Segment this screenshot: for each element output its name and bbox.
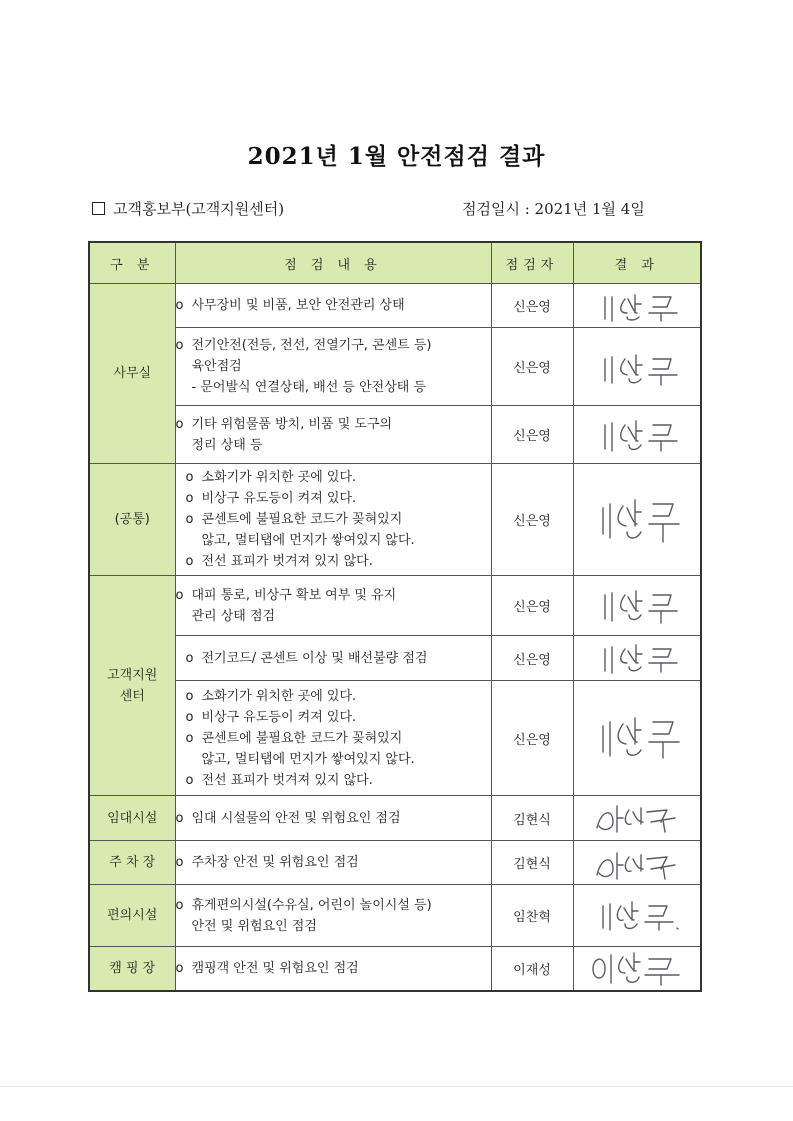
content-line: 전기코드/ 콘센트 이상 및 배선불량 점검 [201,650,428,666]
content-cell [175,947,491,991]
page-title: 2021년 1월 안전점검 결과 [247,143,546,170]
handwritten-signature [591,896,683,936]
result-cell [573,636,701,681]
category-line: 고객지원 [107,667,158,683]
handwritten-signature [589,490,685,550]
content-line: 정리 상태 등 [191,437,263,453]
content-line: 비상구 유도등이 켜져 있다. [201,709,357,725]
inspector-cell: 신은영 [491,464,573,576]
handwritten-signature [591,415,683,455]
table-row [89,796,701,841]
content-line: 캠핑객 안전 및 위험요인 점검 [191,960,359,976]
bullet: o [185,554,194,569]
table-row [89,576,701,636]
content-line: 휴게편의시설(수유실, 어린이 놀이시설 등) [191,897,432,913]
category-line: 센터 [119,688,145,704]
header-result: 결 과 [573,242,701,284]
content-cell [175,464,491,576]
result-cell [573,841,701,885]
content-cell [175,796,491,841]
content-line: 콘센트에 불필요한 코드가 꽂혀있지 [201,730,403,746]
table-row [89,284,701,328]
bullet: o [175,587,184,603]
bullet: o [175,298,184,313]
inspector-cell: 이재성 [491,947,573,991]
result-cell [573,284,701,328]
header-category: 구 분 [89,242,175,284]
inspector-cell: 신은영 [491,636,573,681]
department-label [92,198,284,219]
content-line: 전선 표피가 벗겨져 있지 않다. [201,772,373,788]
content-line: 비상구 유도등이 켜져 있다. [201,491,357,506]
bullet: o [185,491,194,506]
inspector-cell: 신은영 [491,328,573,406]
table-row [89,328,701,406]
table-row [89,885,701,947]
header-content: 점 검 내 용 [175,242,491,284]
content-cell [175,841,491,885]
content-line: 임대 시설물의 안전 및 위험요인 점검 [191,810,401,826]
content-line: 주차장 안전 및 위험요인 점검 [191,855,359,870]
bullet: o [185,512,194,527]
content-line: - 문어발식 연결상태, 배선 등 안전상태 등 [191,380,427,395]
handwritten-signature [589,949,685,987]
inspector-cell: 신은영 [491,406,573,464]
category-common: (공통) [89,464,175,576]
bullet: o [175,338,184,353]
bullet: o [175,897,184,913]
result-cell [573,885,701,947]
table-row [89,841,701,885]
table-row [89,947,701,991]
content-line: 전기안전(전등, 전선, 전열기구, 콘센트 등) [191,338,432,353]
result-cell [573,328,701,406]
bullet: o [175,416,184,432]
category-office: 사무실 [89,284,175,464]
content-cell [175,885,491,947]
result-cell [573,681,701,796]
handwritten-signature [591,585,683,627]
content-line: 대피 통로, 비상구 확보 여부 및 유지 [191,587,397,603]
content-line: 않고, 멀티탭에 먼지가 쌓여있지 않다. [201,751,415,767]
result-cell [573,796,701,841]
handwritten-signature [591,641,683,675]
table-row [89,681,701,796]
department-name: 고객홍보부(고객지원센터) [113,200,285,218]
bullet: o [185,709,194,725]
category-camping: 캠 핑 장 [89,947,175,991]
content-cell [175,406,491,464]
content-cell [175,328,491,406]
bullet: o [185,650,194,666]
handwritten-signature [591,289,683,323]
content-cell [175,681,491,796]
content-line: 전선 표피가 벗겨져 있지 않다. [201,554,373,569]
header-inspector: 점검자 [491,242,573,284]
bullet: o [185,688,194,704]
bullet: o [185,772,194,788]
content-cell [175,576,491,636]
result-cell [573,947,701,991]
content-cell [175,636,491,681]
content-line: 않고, 멀티탭에 먼지가 쌓여있지 않다. [201,533,415,548]
bullet: o [175,810,184,826]
category-amenities: 편의시설 [89,885,175,947]
inspector-cell: 신은영 [491,284,573,328]
handwritten-signature [591,800,683,836]
table-header-row [89,242,701,284]
content-line: 기타 위험물품 방치, 비품 및 도구의 [191,416,393,432]
content-line: 육안점검 [191,359,242,374]
result-cell [573,464,701,576]
inspector-cell: 김현식 [491,841,573,885]
result-cell [573,406,701,464]
content-line: 소화기가 위치한 곳에 있다. [201,688,357,704]
content-line: 소화기가 위치한 곳에 있다. [201,470,357,485]
content-line: 관리 상태 점검 [191,608,276,624]
table-row [89,464,701,576]
handwritten-signature [591,347,683,387]
handwritten-signature [589,710,685,766]
page-edge-rule [0,1086,793,1087]
category-rental: 임대시설 [89,796,175,841]
content-line: 콘센트에 불필요한 코드가 꽂혀있지 [201,512,403,527]
table-row [89,406,701,464]
inspector-cell: 임찬혁 [491,885,573,947]
inspector-cell: 신은영 [491,576,573,636]
content-line: 안전 및 위험요인 점검 [191,918,317,934]
inspector-cell: 신은영 [491,681,573,796]
inspector-cell: 김현식 [491,796,573,841]
bullet: o [185,470,194,485]
bullet: o [185,730,194,746]
category-customer-center [89,576,175,796]
content-cell [175,284,491,328]
handwritten-signature [591,845,683,881]
result-cell [573,576,701,636]
checkbox-icon [92,202,105,215]
table-row [89,636,701,681]
inspection-table [88,241,702,992]
bullet: o [175,960,184,976]
content-line: 사무장비 및 비품, 보안 안전관리 상태 [191,298,405,313]
category-parking: 주 차 장 [89,841,175,885]
bullet: o [175,855,184,870]
inspection-date: 점검일시 : 2021년 1월 4일 [462,200,645,218]
